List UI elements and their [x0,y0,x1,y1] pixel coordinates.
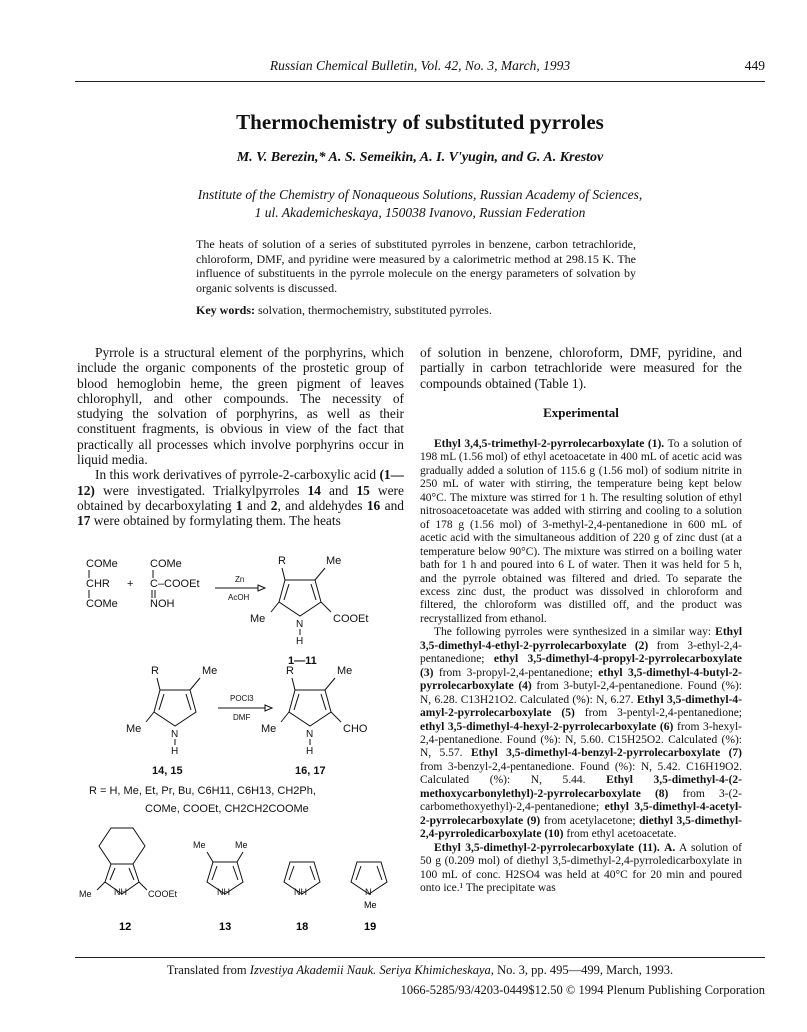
compound-heading: Ethyl 3,4,5-trimethyl-2-pyrrolecarboxylate (1). [434,438,665,450]
text-run: from 3-benzyl-2,4-pentanedione. Found (%): N, 5.42. C16H19O2. Calculated (%): N, 5.44. [420,760,742,787]
text-run: Translated from [166,963,247,977]
compound-name: Ethyl 3,5-dimethyl-4-(2-methoxycarbonylethyl)-2-pyrrolecarboxylate (8) [420,774,742,800]
translation-note [75,963,765,978]
method-label: A. [664,841,676,854]
experimental-text [420,438,742,895]
nitrogen-label: N [306,729,314,740]
reagent-label: POCl3 [230,694,254,703]
scheme-label: COMe [86,558,118,570]
substituent-label: Me [126,723,142,735]
nh-label: NH [294,887,307,897]
substituent-label: Me [250,613,266,625]
scheme-2 [89,665,368,815]
pyrrole-ring [289,690,331,726]
double-bond [294,694,299,710]
affiliation-line-1: Institute of the Chemistry of Nonaqueous Solutions, Russian Academy of Sciences, [197,187,643,202]
compound-ref: (1—12) [77,467,405,498]
double-bond [311,584,316,600]
compound-number: 14, 15 [152,765,183,777]
article-title: Thermochemistry of substituted pyrroles [236,110,604,134]
running-head: Russian Chemical Bulletin, Vol. 42, No. 3, March, 1993 [269,58,571,73]
arrow-head [265,705,272,711]
compound-ref: 1 [235,497,243,513]
bond [292,678,295,690]
pyrrole-ring [154,690,196,726]
compound-ref: 16 [366,497,381,513]
reaction-schemes [75,550,410,900]
substituent-label: R [286,665,294,677]
pyrrole-ring [279,580,321,616]
compound-name: ethyl 3,5-dimethyl-4-acetyl-2-pyrrolecarboxylate (9) [420,801,742,827]
compound-number: 18 [296,921,309,933]
compound-ref: 15 [356,482,370,498]
text-run: from 3-pentyl-2,4-pentanedione; [584,707,742,720]
left-column [77,345,404,529]
text-run: were obtained by formylating them. The heats [93,513,341,529]
affiliation-line-2: 1 ul. Akademicheskaya, 150038 Ivanovo, Russian Federation [254,205,586,220]
double-bond [110,868,115,880]
footer-rule [75,957,765,958]
double-bond [289,866,294,880]
text-run: and [329,482,349,498]
text-run: were obtained by decarboxylating [77,482,404,513]
text-run: from 3-(2-carbomethoxyethyl)-2,4-pentanedione; [420,787,743,814]
substituent-label: Me [193,840,206,850]
bond [315,568,325,580]
section-heading-experimental: Experimental [543,405,619,420]
text-run: A solution of 50 g (0.209 mol) of diethyl 3,5-dimethyl-2,4-pyrroledicarboxylate in 100 mL of conc. H2SO4 was held at 40°C for 20 min and poured onto ice.¹ The precipitate was [420,841,743,894]
compound-number: 13 [219,921,232,933]
bond [157,678,160,690]
plus-sign: + [127,578,134,590]
text-run: In this work derivatives of pyrrole-2-carboxylic acid [95,467,377,483]
text-run: The following pyrroles were synthesized in a similar way: [434,626,712,639]
scheme-1 [86,555,368,667]
nh-label: NH [114,887,127,897]
text-run: from 3-butyl-2,4-pentanedione. Found (%): N, 6.28. C13H21O2. Calculated (%): N, 6.27. [420,680,742,706]
cyclohexane-ring [99,828,145,864]
text-run: , and aldehydes [277,497,363,513]
substituent-label: R [278,555,286,567]
text-run: from acetylacetone; [543,814,636,827]
bond [281,712,289,722]
text-run: and [384,497,404,513]
abstract: The heats of solution of a series of substituted pyrroles in benzene, carbon tetrachloride, chloroform, DMF, and pyridine were measured by a calorimetric method at 298.15 K. The influence of substituents in the pyrrole molecule on the energy parameters of solvation by organic solvents is discussed. [196,237,636,295]
substituent-list: R = H, Me, Et, Pr, Bu, C6H11, C6H13, CH2Ph, [89,785,316,797]
compound-number: 1—11 [288,655,317,667]
page-number: 449 [744,58,765,73]
compound-name: ethyl 3,5-dimethyl-4-propyl-2-pyrrolecarboxylate (3) [420,653,742,679]
text-run: No. 3, pp. 495—499, March, 1993. [497,963,674,977]
substituent-label: Me [79,889,92,899]
right-column-intro [420,345,742,391]
bond [97,882,105,890]
scheme-label: C–COOEt [150,578,200,590]
copyright-line: 1066-5285/93/4203-0449$12.50 © 1994 Plenum Publishing Corporation [400,983,765,997]
arrow-head [258,585,265,591]
substituent-label: Me [235,840,248,850]
double-bond [284,584,289,600]
source-journal: Izvestiya Akademii Nauk. Seriya Khimicheskaya, [249,963,494,977]
substituent-label: Me [364,900,377,910]
reagent-label: Zn [235,575,245,584]
affiliation [75,186,765,222]
compound-number: 12 [119,921,132,933]
substituent-label: R [151,665,159,677]
hydrogen-label: H [306,746,314,757]
text-run: To a solution of 198 mL (1.56 mol) of ethyl acetoacetate in 400 mL of acetic acid was gradually added a solution of 115.6 g (1.56 mol) of sodium nitrite in 250 mL of water with stirring, the temperature being kept below 40°C. The mixture was stirred for 1 h. The resulting solution of ethyl nitrosoacetoacetate was added with stirring and cooling to a solution of 178 g (1.56 mol) of 3-methyl-2,4-pentanedione in 600 mL of acetic acid with the simultaneous addition of 220 g of zinc dust (at a temperature below 90°C). The mixture was stirred on a boiling water bath for 1 h and poured into 6 L of water. Then it was held for 5 h, and the pyrrole obtained was filtered and dried. To separate the excess zinc dust, the product was dissolved in chloroform and filtered, the chloroform was distilled off, and the product was recrystallized from ethanol. [420,438,743,625]
intro-paragraph-2 [77,467,404,528]
double-bond [233,866,238,880]
double-bond [310,866,315,880]
double-bond [321,694,326,710]
bond [282,568,285,580]
scheme-label: CHR [86,578,110,590]
compound-name: diethyl 3,5-dimethyl-2,4-pyrroledicarboxylate (10) [420,814,743,841]
compound-heading: Ethyl 3,5-dimethyl-2-pyrrolecarboxylate (11). [434,841,660,854]
text-run: from ethyl acetoacetate. [566,828,677,841]
keywords [196,303,636,318]
nh-label: NH [217,887,230,897]
double-bond [356,866,361,880]
hydrogen-label: H [171,746,179,757]
intro-paragraph-1: Pyrrole is a structural element of the porphyrins, which include the organic components of the prostetic group of blood hemoglobin heme, the green pigment of leaves chlorophyll, and other compounds. The necessity of studying the solvation of porphyrins, as well as their constituent fragments, is obvious in view of the fact that practically all processes which involve porphyrins occur in liquid media. [77,345,404,468]
text-run: from 3-propyl-2,4-pentanedione; [438,666,593,679]
bond [139,882,147,890]
substituent-label: Me [326,555,342,567]
nitrogen-label: N [296,619,304,630]
bond [146,712,154,722]
compound-ref: 17 [77,513,91,529]
bottom-structure-labels [75,900,410,944]
compound-ref: 14 [307,482,321,498]
experimental-paragraph-2 [420,626,742,841]
reagent-label: AcOH [228,593,250,602]
compound-ref: 2 [270,497,278,513]
substituent-label: COOEt [148,889,178,899]
substituent-label: Me [337,665,353,677]
bond [331,712,341,722]
double-bond [159,694,164,710]
substituent-label: COOEt [333,613,369,625]
bond [237,852,243,862]
bond [325,678,335,690]
scheme-label: NOH [150,598,175,610]
double-bond [186,694,191,710]
text-run: were investigated. Trialkylpyrroles [102,482,300,498]
text-run: from 3-hexyl-2,4-pentanedione. Found (%): N, 5.60. C15H25O2. Calculated (%): N, 5.57. [420,720,743,760]
compound-name: Ethyl 3,5-dimethyl-4-benzyl-2-pyrrolecarboxylate (7) [470,747,743,760]
substituent-label: Me [261,723,277,735]
authors: M. V. Berezin,* A. S. Semeikin, A. I. V'yugin, and G. A. Krestov [236,150,604,165]
scheme-label: COMe [86,598,118,610]
double-bond [377,866,382,880]
header-rule [75,81,765,82]
experimental-paragraph-3 [420,842,742,896]
substituent-label: Me [202,665,218,677]
keywords-text: solvation, thermochemistry, substituted pyrroles. [258,303,492,317]
bond [190,678,200,690]
compound-number: 16, 17 [295,765,326,777]
text-run: from 3-ethyl-2,4-pentanedione; [420,639,742,666]
experimental-paragraph-1 [420,438,742,626]
keywords-label: Key words: [196,303,255,317]
compound-name: Ethyl 3,5-dimethyl-4-ethyl-2-pyrrolecarboxylate (2) [420,626,743,652]
compound-name: Ethyl 3,5-dimethyl-4-amyl-2-pyrrolecarboxylate (5) [420,693,743,720]
substituent-label: CHO [343,723,368,735]
reagent-label: DMF [233,713,251,722]
bond [207,852,213,862]
double-bond [212,866,217,880]
compound-number: 19 [364,921,377,933]
text-run: and [247,497,267,513]
scheme-label: COMe [150,558,182,570]
bond [321,602,331,612]
substituent-list: COMe, COOEt, CH2CH2COOMe [145,803,309,815]
nitrogen-label: N [365,887,372,897]
scheme-3 [79,828,387,899]
intro-paragraph-3: of solution in benzene, chloroform, DMF, pyridine, and partially in carbon tetrachloride were measured for the compounds obtained (Table 1). [420,345,742,391]
compound-name: ethyl 3,5-dimethyl-4-butyl-2-pyrrolecarboxylate (4) [420,666,743,693]
bond [271,602,279,612]
compound-name: ethyl 3,5-dimethyl-4-hexyl-2-pyrrolecarboxylate (6) [420,720,674,733]
nitrogen-label: N [171,729,179,740]
double-bond [129,868,134,880]
hydrogen-label: H [296,636,304,647]
